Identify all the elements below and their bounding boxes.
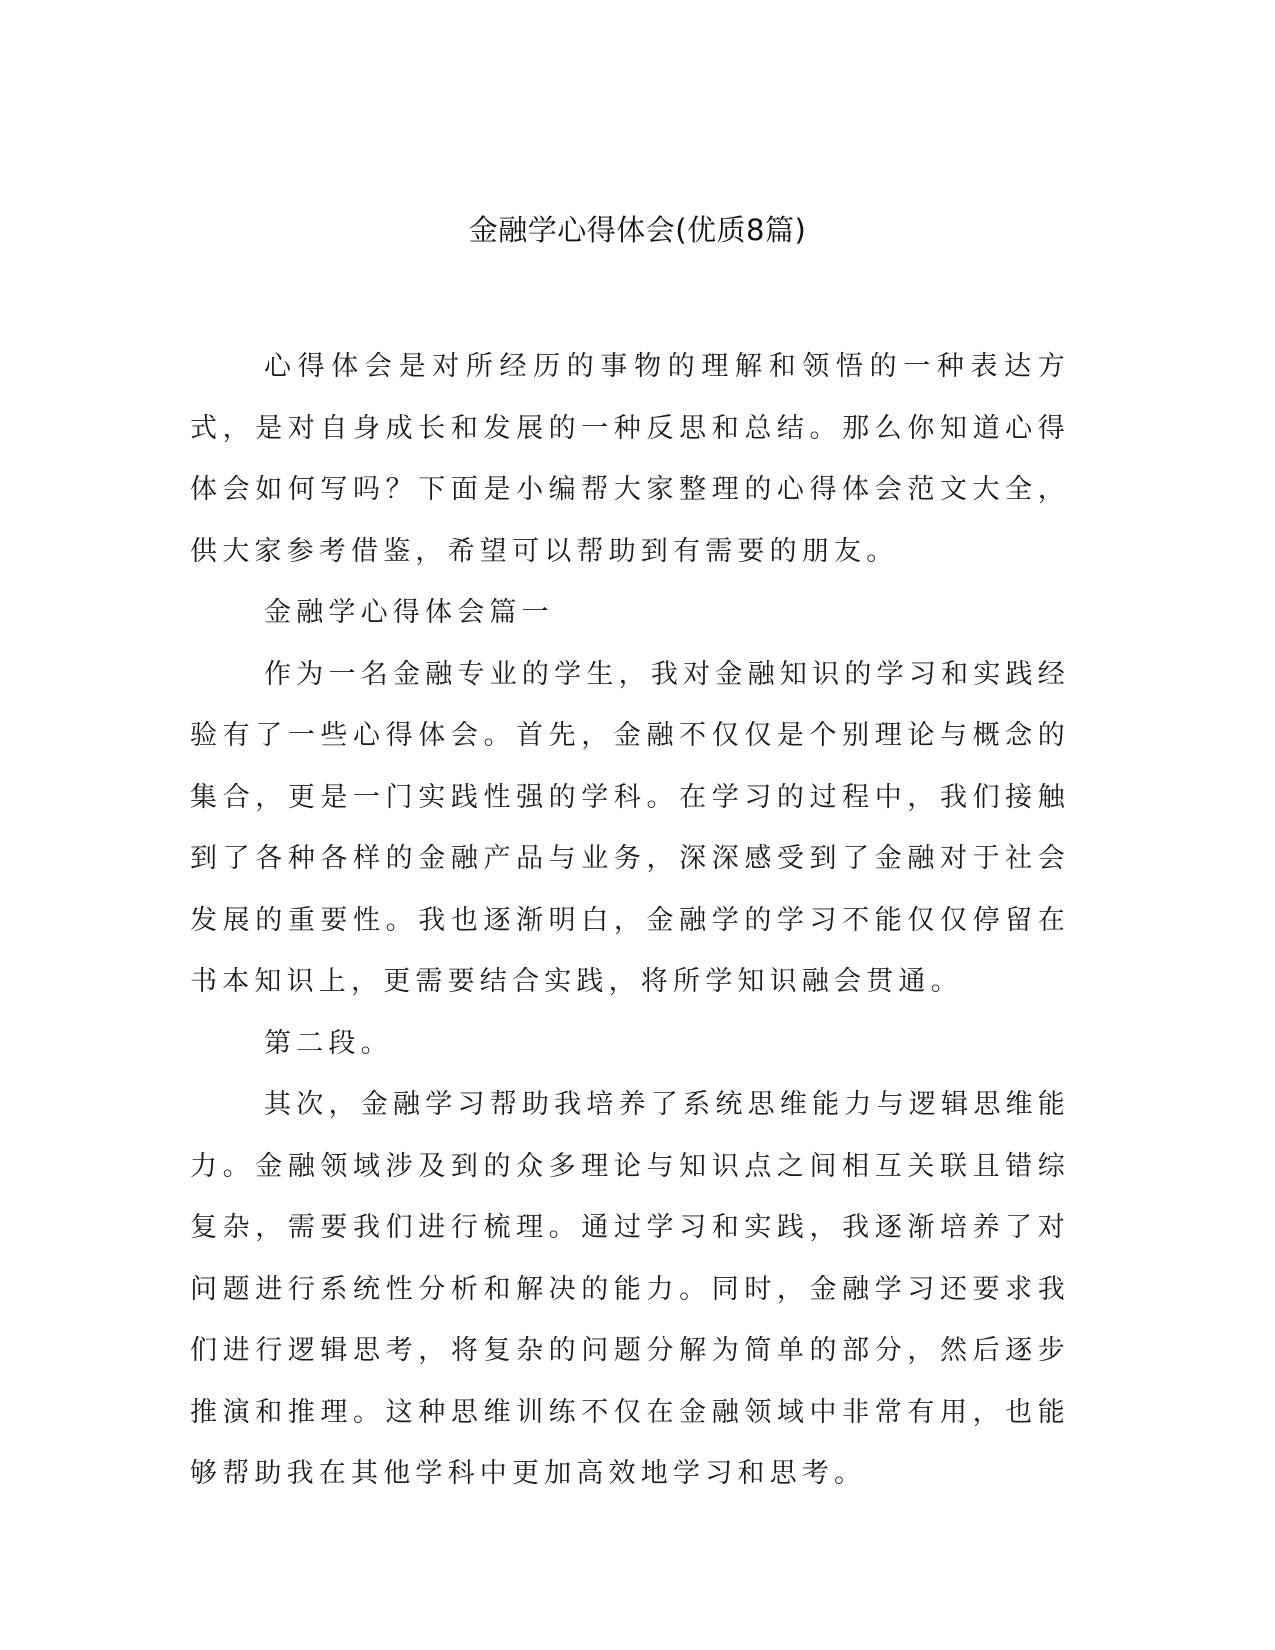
document-title: 金融学心得体会(优质8篇): [468, 213, 807, 247]
intro-paragraph: 心得体会是对所经历的事物的理解和领悟的一种表达方式，是对自身成长和发展的一种反思和总结。那么你知道心得体会如何写吗？下面是小编帮大家整理的心得体会范文大全，供大家参考借鉴，希望可以帮助到有需要的朋友。: [190, 351, 1070, 567]
body-paragraph: 其次，金融学习帮助我培养了系统思维能力与逻辑思维能力。金融领域涉及到的众多理论与知识点之间相互关联且错综复杂，需要我们进行梳理。通过学习和实践，我逐渐培养了对问题进行系统性分析和解决的能力。同时，金融学习还要求我们进行逻辑思考，将复杂的问题分解为简单的部分，然后逐步推演和推理。这种思维训练不仅在金融领域中非常有用，也能够帮助我在其他学科中更加高效地学习和思考。: [190, 1089, 1070, 1489]
document-body: [190, 336, 1070, 1505]
section-heading-part-one: 金融学心得体会篇一: [264, 597, 554, 628]
body-paragraph: 作为一名金融专业的学生，我对金融知识的学习和实践经验有了一些心得体会。首先，金融不仅仅是个别理论与概念的集合，更是一门实践性强的学科。在学习的过程中，我们接触到了各种各样的金融产品与业务，深深感受到了金融对于社会发展的重要性。我也逐渐明白，金融学的学习不能仅仅停留在书本知识上，更需要结合实践，将所学知识融会贯通。: [190, 658, 1070, 997]
section-heading-second: 第二段。: [264, 1027, 393, 1059]
